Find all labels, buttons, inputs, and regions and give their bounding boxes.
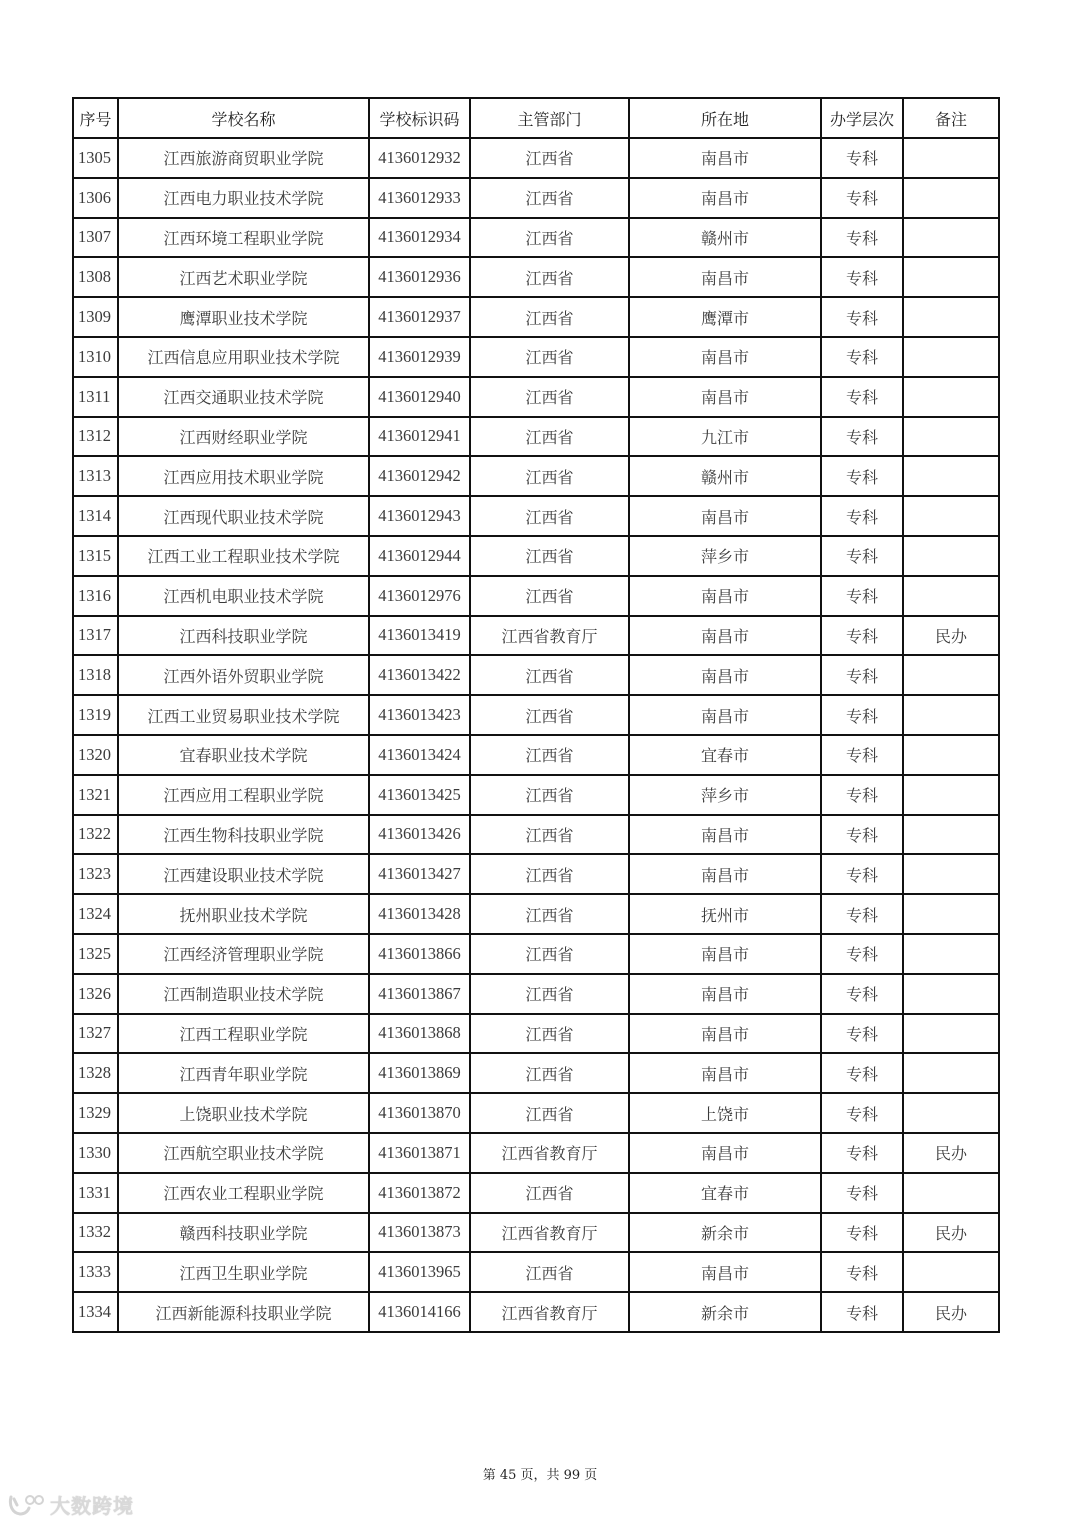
cell-level: 专科 <box>821 695 903 735</box>
cell-level: 专科 <box>821 496 903 536</box>
table-row <box>73 655 999 695</box>
cell-level: 专科 <box>821 735 903 775</box>
cell-school-name: 江西现代职业技术学院 <box>118 496 369 536</box>
cell-department: 江西省 <box>470 337 629 377</box>
cell-seq: 1308 <box>73 257 118 297</box>
cell-school-code: 4136013871 <box>369 1133 470 1173</box>
cell-note <box>903 655 999 695</box>
cell-school-name: 江西艺术职业学院 <box>118 257 369 297</box>
cell-school-code: 4136012942 <box>369 456 470 496</box>
cell-seq: 1323 <box>73 854 118 894</box>
cell-level: 专科 <box>821 616 903 656</box>
cell-location: 南昌市 <box>629 974 821 1014</box>
cell-department: 江西省 <box>470 974 629 1014</box>
cell-location: 赣州市 <box>629 218 821 258</box>
table-row <box>73 178 999 218</box>
cell-seq: 1305 <box>73 138 118 178</box>
cell-seq: 1315 <box>73 536 118 576</box>
cell-school-code: 4136013428 <box>369 894 470 934</box>
cell-school-code: 4136012941 <box>369 417 470 457</box>
table-row <box>73 695 999 735</box>
cell-seq: 1317 <box>73 616 118 656</box>
table-row <box>73 1133 999 1173</box>
cell-location: 萍乡市 <box>629 536 821 576</box>
cell-school-code: 4136012939 <box>369 337 470 377</box>
cell-location: 新余市 <box>629 1292 821 1332</box>
cell-level: 专科 <box>821 1292 903 1332</box>
cell-seq: 1327 <box>73 1014 118 1054</box>
cell-school-name: 上饶职业技术学院 <box>118 1093 369 1133</box>
cell-level: 专科 <box>821 138 903 178</box>
table-row <box>73 775 999 815</box>
cell-seq: 1311 <box>73 377 118 417</box>
table-row <box>73 894 999 934</box>
table-row <box>73 576 999 616</box>
cell-level: 专科 <box>821 655 903 695</box>
cell-level: 专科 <box>821 894 903 934</box>
cell-seq: 1329 <box>73 1093 118 1133</box>
cell-level: 专科 <box>821 1213 903 1253</box>
cell-note <box>903 775 999 815</box>
header-location: 所在地 <box>629 98 821 138</box>
cell-school-code: 4136013422 <box>369 655 470 695</box>
cell-department: 江西省 <box>470 775 629 815</box>
table-body <box>73 138 999 1332</box>
cell-location: 新余市 <box>629 1213 821 1253</box>
cell-school-code: 4136012976 <box>369 576 470 616</box>
cell-note <box>903 337 999 377</box>
table-row <box>73 218 999 258</box>
cell-department: 江西省教育厅 <box>470 1213 629 1253</box>
cell-note <box>903 1093 999 1133</box>
cell-note <box>903 894 999 934</box>
cell-department: 江西省 <box>470 257 629 297</box>
cell-school-code: 4136012937 <box>369 297 470 337</box>
cell-location: 赣州市 <box>629 456 821 496</box>
cell-note <box>903 496 999 536</box>
cell-location: 南昌市 <box>629 1053 821 1093</box>
cell-school-code: 4136012933 <box>369 178 470 218</box>
cell-department: 江西省 <box>470 377 629 417</box>
cell-seq: 1314 <box>73 496 118 536</box>
cell-note <box>903 815 999 855</box>
cell-seq: 1324 <box>73 894 118 934</box>
cell-level: 专科 <box>821 377 903 417</box>
cell-seq: 1310 <box>73 337 118 377</box>
cell-school-name: 江西信息应用职业技术学院 <box>118 337 369 377</box>
cell-school-code: 4136013873 <box>369 1213 470 1253</box>
cell-note <box>903 257 999 297</box>
cell-school-name: 江西工业贸易职业技术学院 <box>118 695 369 735</box>
table-row <box>73 257 999 297</box>
cell-school-name: 江西工业工程职业技术学院 <box>118 536 369 576</box>
cell-location: 南昌市 <box>629 695 821 735</box>
cell-school-code: 4136013868 <box>369 1014 470 1054</box>
cell-level: 专科 <box>821 337 903 377</box>
cell-school-code: 4136012934 <box>369 218 470 258</box>
cell-note <box>903 1252 999 1292</box>
cell-seq: 1312 <box>73 417 118 457</box>
cell-location: 萍乡市 <box>629 775 821 815</box>
cell-department: 江西省 <box>470 655 629 695</box>
cell-location: 南昌市 <box>629 1252 821 1292</box>
cell-seq: 1322 <box>73 815 118 855</box>
cell-school-name: 江西农业工程职业学院 <box>118 1173 369 1213</box>
table-header-row <box>73 98 999 138</box>
cell-note: 民办 <box>903 1213 999 1253</box>
cell-seq: 1331 <box>73 1173 118 1213</box>
cell-department: 江西省 <box>470 1173 629 1213</box>
cell-location: 南昌市 <box>629 496 821 536</box>
cell-school-code: 4136012944 <box>369 536 470 576</box>
cell-seq: 1326 <box>73 974 118 1014</box>
cell-note <box>903 735 999 775</box>
page-number: 第 45 页，共 99 页 <box>482 1468 598 1483</box>
cell-seq: 1332 <box>73 1213 118 1253</box>
cell-seq: 1316 <box>73 576 118 616</box>
cell-note <box>903 576 999 616</box>
table-row <box>73 337 999 377</box>
cell-department: 江西省 <box>470 1053 629 1093</box>
cell-note: 民办 <box>903 1292 999 1332</box>
brand-logo-icon <box>8 1493 46 1517</box>
cell-department: 江西省教育厅 <box>470 616 629 656</box>
cell-level: 专科 <box>821 257 903 297</box>
cell-level: 专科 <box>821 934 903 974</box>
cell-school-name: 赣西科技职业学院 <box>118 1213 369 1253</box>
cell-school-code: 4136013869 <box>369 1053 470 1093</box>
cell-department: 江西省 <box>470 1014 629 1054</box>
cell-location: 南昌市 <box>629 257 821 297</box>
cell-department: 江西省 <box>470 576 629 616</box>
cell-level: 专科 <box>821 854 903 894</box>
cell-school-code: 4136013424 <box>369 735 470 775</box>
watermark-text: 大数跨境 <box>50 1494 134 1518</box>
table-row <box>73 974 999 1014</box>
cell-note <box>903 377 999 417</box>
cell-school-code: 4136013872 <box>369 1173 470 1213</box>
table-row <box>73 456 999 496</box>
school-roster-table <box>72 97 1000 1333</box>
cell-level: 专科 <box>821 297 903 337</box>
table-row <box>73 934 999 974</box>
cell-level: 专科 <box>821 576 903 616</box>
header-department: 主管部门 <box>470 98 629 138</box>
cell-seq: 1330 <box>73 1133 118 1173</box>
cell-school-name: 江西新能源科技职业学院 <box>118 1292 369 1332</box>
cell-location: 南昌市 <box>629 138 821 178</box>
cell-school-name: 江西建设职业技术学院 <box>118 854 369 894</box>
cell-school-code: 4136013423 <box>369 695 470 735</box>
cell-department: 江西省 <box>470 417 629 457</box>
cell-school-name: 江西应用技术职业学院 <box>118 456 369 496</box>
cell-school-name: 江西工程职业学院 <box>118 1014 369 1054</box>
cell-school-name: 宜春职业技术学院 <box>118 735 369 775</box>
table-row <box>73 297 999 337</box>
cell-location: 抚州市 <box>629 894 821 934</box>
cell-school-name: 鹰潭职业技术学院 <box>118 297 369 337</box>
cell-seq: 1306 <box>73 178 118 218</box>
cell-department: 江西省 <box>470 894 629 934</box>
cell-department: 江西省 <box>470 1093 629 1133</box>
cell-level: 专科 <box>821 775 903 815</box>
table-row <box>73 854 999 894</box>
cell-level: 专科 <box>821 536 903 576</box>
cell-school-code: 4136012936 <box>369 257 470 297</box>
cell-school-name: 江西环境工程职业学院 <box>118 218 369 258</box>
cell-school-code: 4136013427 <box>369 854 470 894</box>
cell-note: 民办 <box>903 1133 999 1173</box>
cell-level: 专科 <box>821 1252 903 1292</box>
cell-level: 专科 <box>821 178 903 218</box>
cell-location: 鹰潭市 <box>629 297 821 337</box>
cell-level: 专科 <box>821 1173 903 1213</box>
cell-note <box>903 1053 999 1093</box>
cell-school-name: 江西航空职业技术学院 <box>118 1133 369 1173</box>
cell-school-name: 江西生物科技职业学院 <box>118 815 369 855</box>
table-row <box>73 496 999 536</box>
cell-school-name: 江西外语外贸职业学院 <box>118 655 369 695</box>
cell-department: 江西省 <box>470 496 629 536</box>
cell-department: 江西省 <box>470 854 629 894</box>
cell-seq: 1318 <box>73 655 118 695</box>
cell-school-code: 4136013866 <box>369 934 470 974</box>
cell-department: 江西省 <box>470 815 629 855</box>
header-school-code: 学校标识码 <box>369 98 470 138</box>
cell-note <box>903 138 999 178</box>
cell-school-code: 4136013870 <box>369 1093 470 1133</box>
cell-location: 南昌市 <box>629 377 821 417</box>
cell-seq: 1320 <box>73 735 118 775</box>
cell-note: 民办 <box>903 616 999 656</box>
cell-school-name: 江西应用工程职业学院 <box>118 775 369 815</box>
cell-location: 南昌市 <box>629 616 821 656</box>
cell-location: 宜春市 <box>629 1173 821 1213</box>
table-row <box>73 1252 999 1292</box>
cell-note <box>903 297 999 337</box>
cell-department: 江西省 <box>470 218 629 258</box>
cell-school-code: 4136013419 <box>369 616 470 656</box>
watermark <box>8 1490 134 1519</box>
cell-level: 专科 <box>821 1093 903 1133</box>
cell-note <box>903 218 999 258</box>
cell-note <box>903 417 999 457</box>
cell-school-code: 4136012943 <box>369 496 470 536</box>
cell-level: 专科 <box>821 815 903 855</box>
cell-level: 专科 <box>821 1133 903 1173</box>
cell-school-code: 4136012940 <box>369 377 470 417</box>
cell-location: 南昌市 <box>629 1014 821 1054</box>
cell-department: 江西省教育厅 <box>470 1133 629 1173</box>
cell-school-name: 江西经济管理职业学院 <box>118 934 369 974</box>
cell-location: 南昌市 <box>629 1133 821 1173</box>
cell-seq: 1319 <box>73 695 118 735</box>
cell-seq: 1328 <box>73 1053 118 1093</box>
cell-school-code: 4136012932 <box>369 138 470 178</box>
table-row <box>73 735 999 775</box>
cell-level: 专科 <box>821 1053 903 1093</box>
header-level: 办学层次 <box>821 98 903 138</box>
cell-note <box>903 178 999 218</box>
table-row <box>73 1213 999 1253</box>
cell-note <box>903 536 999 576</box>
cell-level: 专科 <box>821 1014 903 1054</box>
cell-level: 专科 <box>821 974 903 1014</box>
cell-school-name: 江西旅游商贸职业学院 <box>118 138 369 178</box>
table-row <box>73 1053 999 1093</box>
cell-seq: 1333 <box>73 1252 118 1292</box>
header-seq: 序号 <box>73 98 118 138</box>
cell-location: 南昌市 <box>629 576 821 616</box>
cell-location: 南昌市 <box>629 854 821 894</box>
cell-level: 专科 <box>821 456 903 496</box>
table-row <box>73 377 999 417</box>
cell-seq: 1321 <box>73 775 118 815</box>
cell-seq: 1309 <box>73 297 118 337</box>
cell-seq: 1307 <box>73 218 118 258</box>
table-row <box>73 1093 999 1133</box>
table-row <box>73 815 999 855</box>
cell-school-code: 4136014166 <box>369 1292 470 1332</box>
cell-note <box>903 1014 999 1054</box>
table-row <box>73 138 999 178</box>
cell-level: 专科 <box>821 417 903 457</box>
cell-department: 江西省 <box>470 178 629 218</box>
cell-school-name: 江西青年职业学院 <box>118 1053 369 1093</box>
cell-school-name: 江西电力职业技术学院 <box>118 178 369 218</box>
cell-school-code: 4136013425 <box>369 775 470 815</box>
cell-note <box>903 695 999 735</box>
cell-location: 南昌市 <box>629 815 821 855</box>
cell-location: 南昌市 <box>629 655 821 695</box>
cell-note <box>903 974 999 1014</box>
cell-department: 江西省 <box>470 934 629 974</box>
cell-department: 江西省 <box>470 1252 629 1292</box>
cell-school-code: 4136013426 <box>369 815 470 855</box>
cell-seq: 1325 <box>73 934 118 974</box>
table-row <box>73 536 999 576</box>
header-school-name: 学校名称 <box>118 98 369 138</box>
cell-school-name: 江西科技职业学院 <box>118 616 369 656</box>
cell-location: 上饶市 <box>629 1093 821 1133</box>
cell-school-code: 4136013965 <box>369 1252 470 1292</box>
cell-school-name: 江西交通职业技术学院 <box>118 377 369 417</box>
cell-department: 江西省 <box>470 735 629 775</box>
cell-school-name: 江西卫生职业学院 <box>118 1252 369 1292</box>
cell-note <box>903 1173 999 1213</box>
table-row <box>73 1014 999 1054</box>
table-row <box>73 616 999 656</box>
cell-note <box>903 934 999 974</box>
cell-location: 南昌市 <box>629 337 821 377</box>
cell-department: 江西省 <box>470 695 629 735</box>
cell-school-name: 江西机电职业技术学院 <box>118 576 369 616</box>
cell-department: 江西省 <box>470 536 629 576</box>
cell-school-name: 抚州职业技术学院 <box>118 894 369 934</box>
header-note: 备注 <box>903 98 999 138</box>
cell-school-name: 江西财经职业学院 <box>118 417 369 457</box>
cell-location: 南昌市 <box>629 178 821 218</box>
cell-department: 江西省教育厅 <box>470 1292 629 1332</box>
table-row <box>73 1292 999 1332</box>
cell-seq: 1334 <box>73 1292 118 1332</box>
cell-note <box>903 854 999 894</box>
table-row <box>73 417 999 457</box>
cell-note <box>903 456 999 496</box>
cell-location: 宜春市 <box>629 735 821 775</box>
cell-school-code: 4136013867 <box>369 974 470 1014</box>
cell-department: 江西省 <box>470 297 629 337</box>
table-row <box>73 1173 999 1213</box>
cell-department: 江西省 <box>470 456 629 496</box>
cell-department: 江西省 <box>470 138 629 178</box>
cell-seq: 1313 <box>73 456 118 496</box>
cell-location: 九江市 <box>629 417 821 457</box>
cell-location: 南昌市 <box>629 934 821 974</box>
cell-school-name: 江西制造职业技术学院 <box>118 974 369 1014</box>
cell-level: 专科 <box>821 218 903 258</box>
